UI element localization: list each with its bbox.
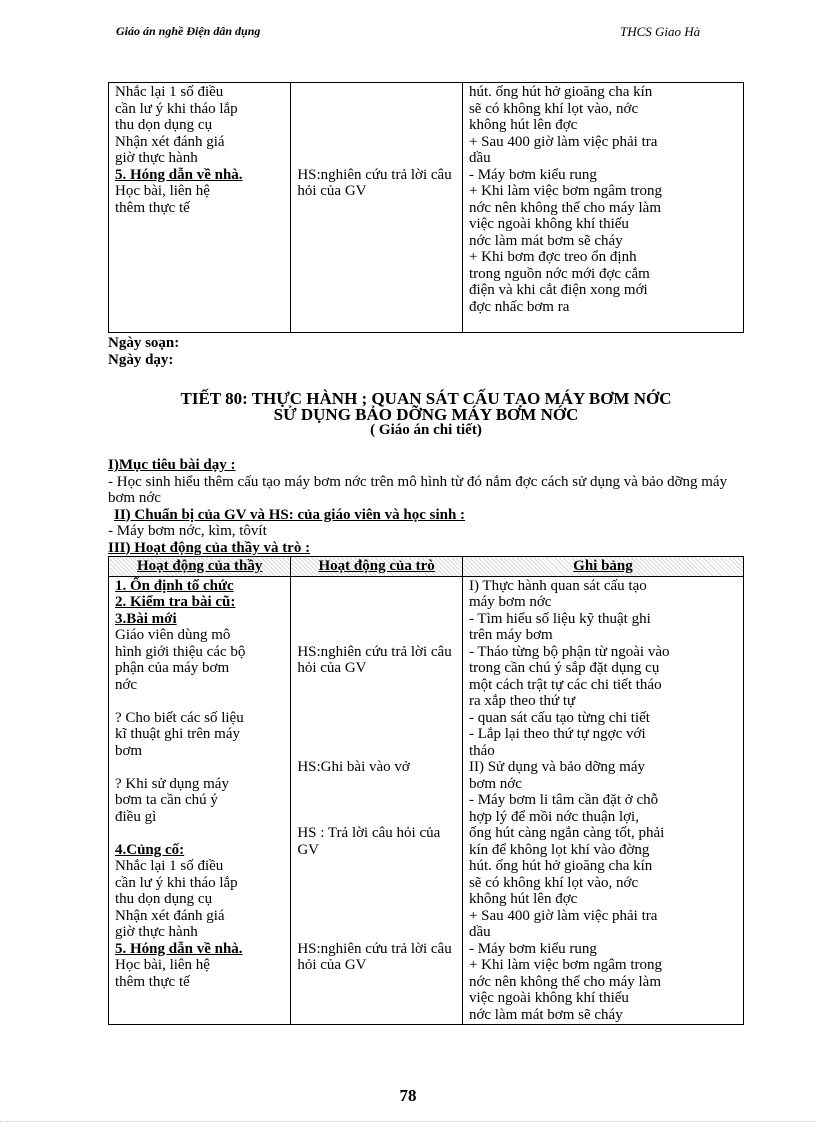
text-line: Học bài, liên hệ — [115, 183, 210, 199]
text-line: + Sau 400 giờ làm việc phải tra — [468, 133, 658, 150]
student-answer-1: HS:nghiên cứu trả lời câu hỏi của GV — [297, 643, 452, 676]
text-line: Học bài, liên hệ — [115, 957, 210, 973]
text-line: bơm ta cần chú ý — [115, 792, 218, 808]
objectives-section — [108, 457, 744, 556]
text-line: cần lư ý khi tháo lắp — [115, 874, 238, 891]
text-line: + Khi làm việc bơm ngâm trong — [468, 183, 662, 199]
lesson-title-line-1: TIẾT 80: THỰC HÀNH ; QUAN SÁT CẤU TẠO MÁY BƠM NỚC — [180, 389, 672, 408]
text-line: trên máy bơm — [468, 627, 553, 643]
step-3-heading: 3.Bài mới — [115, 610, 177, 627]
text-line: hợp lý để mồi nớc thuận lợi, — [468, 808, 639, 825]
top-homework-heading: 5. Hóng dẫn về nhà. — [115, 166, 243, 183]
top-table — [108, 82, 744, 333]
text-line: - Máy bơm li tâm cần đặt ở chỗ — [468, 792, 659, 808]
text-line: cần lư ý khi tháo lắp — [115, 100, 238, 117]
text-line: sẽ có không khí lọt vào, nớc — [468, 874, 639, 891]
text-line: hút. ống hút hở gioăng cha kín — [468, 84, 653, 100]
text-line: Nhắc lại 1 số điều — [115, 84, 224, 100]
text-line: bơm — [115, 742, 143, 759]
lesson-title-line-2: SỬ DỤNG BẢO DỠNG MÁY BƠM NỚC — [273, 405, 579, 424]
text-line: dầu — [468, 150, 491, 166]
step-5-heading: 5. Hóng dẫn về nhà. — [115, 940, 243, 957]
text-line: hút. ống hút hở gioăng cha kín — [468, 858, 653, 874]
preparation-text: - Máy bơm nớc, kìm, tôvít — [108, 523, 267, 539]
text-line: nớc làm mát bơm sẽ cháy — [468, 1006, 623, 1023]
text-line: - Tìm hiểu số liệu kỹ thuật ghi — [468, 610, 651, 627]
step-4-heading: 4.Củng cố: — [115, 841, 185, 858]
text-line: kĩ thuật ghi trên máy — [115, 726, 240, 742]
text-line: nớc làm mát bơm sẽ cháy — [468, 232, 623, 249]
date-prepared: Ngày soạn: — [108, 335, 180, 351]
preparation-heading: II) Chuẩn bị của GV và HS: của giáo viên và học sinh : — [114, 506, 466, 523]
text-line: dầu — [468, 924, 491, 940]
text-line: ? Cho biết các số liệu — [115, 709, 244, 726]
text-line: + Khi làm việc bơm ngâm trong — [468, 957, 662, 973]
header-school: THCS Giao Hà — [620, 24, 701, 39]
text-line: tháo — [468, 742, 495, 759]
text-line: - Lắp lại theo thứ tự ngợc với — [468, 726, 646, 742]
text-line: việc ngoài không khí thiếu — [468, 216, 629, 232]
top-teacher-cell — [109, 83, 291, 333]
text-line: - Máy bơm kiểu rung — [468, 940, 597, 957]
text-line: hình giới thiệu các bộ — [115, 643, 246, 660]
text-line: nớc — [115, 676, 138, 693]
text-line: - quan sát cấu tạo từng chi tiết — [468, 709, 650, 726]
top-student-text: HS:nghiên cứu trả lời câu hỏi của GV — [297, 166, 452, 199]
text-line: giờ thực hành — [115, 924, 198, 940]
text-line: giờ thực hành — [115, 150, 198, 166]
objectives-heading: I)Mục tiêu bài dạy : — [108, 457, 236, 473]
text-line: không hút lên đợc — [468, 117, 578, 133]
text-line: - Tháo từng bộ phận từ ngoài vào — [468, 643, 670, 660]
text-line: không hút lên đợc — [468, 891, 578, 907]
text-line: thu dọn dụng cụ — [115, 117, 213, 133]
date-taught: Ngày dạy: — [108, 352, 174, 368]
text-line: việc ngoài không khí thiếu — [468, 990, 629, 1006]
page-number: 78 — [399, 1086, 417, 1105]
text-line: điện và khi cắt điện xong mới — [468, 282, 648, 298]
text-line: thu dọn dụng cụ — [115, 891, 213, 907]
top-teacher-lines-a — [115, 84, 284, 167]
student-answer-3: HS:nghiên cứu trả lời câu hỏi của GV — [297, 940, 452, 973]
text-line: + Khi bơm đợc treo ổn định — [468, 249, 637, 265]
text-line: Nhận xét đánh giá — [115, 133, 225, 150]
text-line: sẽ có không khí lọt vào, nớc — [468, 100, 639, 117]
text-line: đợc nhấc bơm ra — [468, 298, 570, 315]
text-line: máy bơm nớc — [468, 594, 552, 610]
activities-heading: III) Hoạt động của thầy và trò : — [108, 539, 311, 556]
student-note-taking: HS:Ghi bài vào vở — [297, 759, 410, 775]
teacher-activity-cell — [109, 576, 291, 1025]
top-board-cell — [462, 83, 743, 333]
text-line: một cách trật tự các chi tiết tháo — [468, 676, 662, 693]
text-line: - Máy bơm kiểu rung — [468, 166, 597, 183]
text-line: bơm nớc — [468, 775, 522, 792]
step-2-heading: 2. Kiểm tra bài cũ: — [115, 594, 236, 610]
top-student-cell — [291, 83, 463, 333]
text-line: thêm thực tế — [115, 199, 190, 216]
text-line: thêm thực tế — [115, 973, 190, 990]
text-line: ? Khi sử dụng máy — [115, 775, 229, 792]
board-notes-cell — [462, 576, 743, 1025]
text-line: II) Sử dụng và bảo dỡng máy — [468, 759, 645, 775]
text-line: điều gì — [115, 808, 157, 825]
text-line: + Sau 400 giờ làm việc phải tra — [468, 907, 658, 924]
objectives-text: - Học sinh hiểu thêm cấu tạo máy bơm nớc trên mô hình từ đó nắm đợc cách sử dụng và bảo dỡng máy bơm nớc — [108, 473, 728, 506]
student-activity-cell — [291, 576, 463, 1025]
text-line: trong nguồn nớc mới đợc cắm — [468, 265, 650, 282]
text-line: trong cần chú ý sắp đặt dụng cụ — [468, 660, 660, 676]
document-page — [108, 82, 744, 1025]
col-header-board: Ghi bảng — [462, 557, 743, 577]
text-line: Giáo viên dùng mô — [115, 627, 231, 643]
col-header-student: Hoạt động của trò — [291, 557, 463, 577]
text-line: kín để không lọt khí vào đờng — [468, 841, 650, 858]
text-line: phận của máy bơm — [115, 660, 230, 676]
text-line: Nhắc lại 1 số điều — [115, 858, 224, 874]
activities-table — [108, 556, 744, 1025]
step-1-heading: 1. Ổn định tổ chức — [115, 577, 234, 594]
col-header-teacher: Hoạt động của thầy — [109, 557, 291, 577]
text-line: I) Thực hành quan sát cấu tạo — [468, 577, 647, 594]
text-line: nớc nên không thể cho máy làm — [468, 973, 662, 990]
header-doc-title: Giáo án nghề Điện dân dụng — [116, 24, 261, 38]
text-line: Nhận xét đánh giá — [115, 907, 225, 924]
page-bottom-rule — [0, 1121, 816, 1122]
text-line: ra xắp theo thứ tự — [468, 693, 576, 709]
lesson-subtitle: ( Giáo án chi tiết) — [370, 422, 482, 438]
text-line: ống hút càng ngắn càng tốt, phải — [468, 825, 665, 841]
student-answer-2: HS : Trả lời câu hỏi của GV — [297, 825, 441, 858]
text-line: nớc nên không thể cho máy làm — [468, 199, 662, 216]
